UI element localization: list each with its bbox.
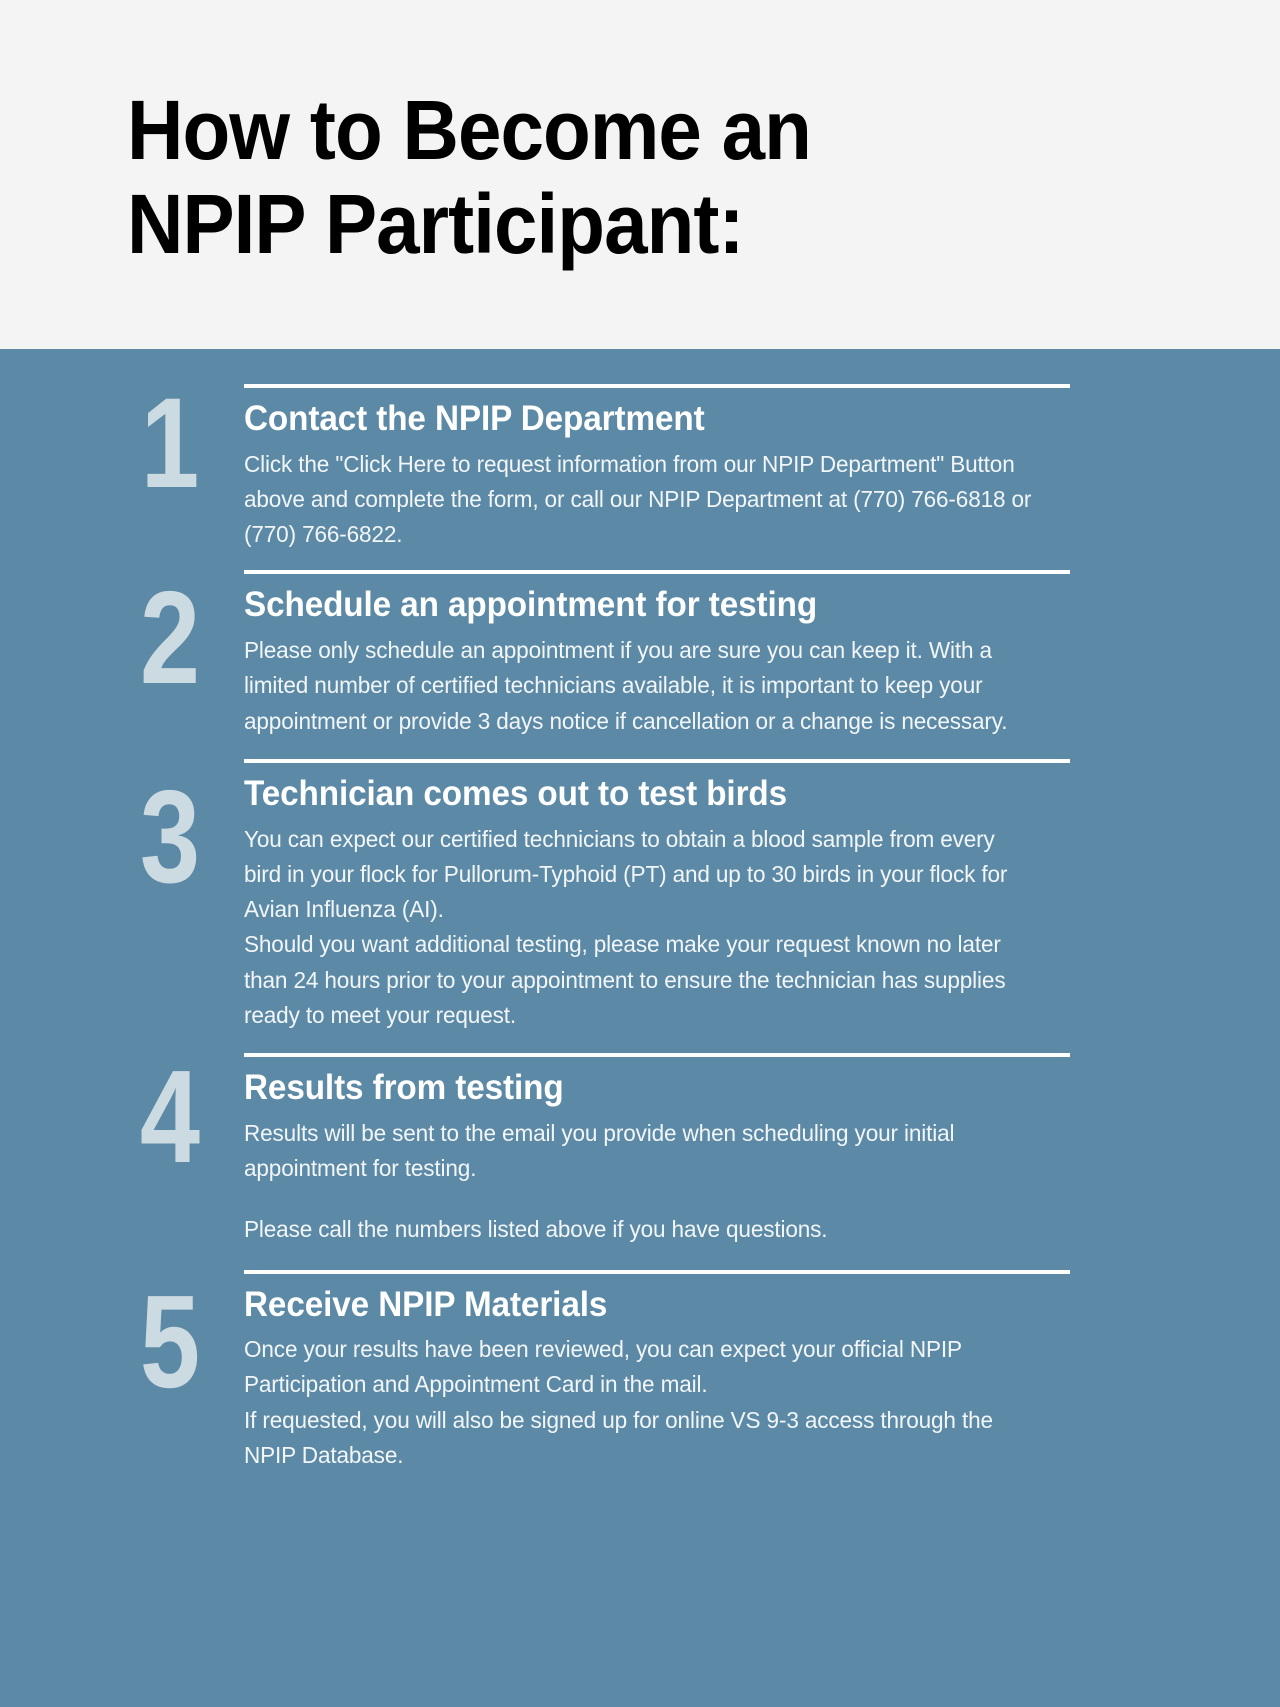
step-text-1 — [244, 447, 1037, 553]
step-paragraph: Once your results have been reviewed, you can expect your official NPIP Participation and Appointment Card in the mail. — [244, 1336, 962, 1398]
step-body-4 — [244, 1043, 1070, 1247]
step-number-2: 2 — [139, 564, 201, 712]
step-item-3 — [0, 749, 1280, 1033]
step-text-2 — [244, 633, 1037, 739]
step-heading-4: Results from testing — [244, 1068, 564, 1108]
step-body-2 — [244, 560, 1070, 738]
step-item-5 — [0, 1260, 1280, 1474]
page-title-line-2: NPIP Participant: — [127, 177, 744, 272]
step-body-5 — [244, 1260, 1070, 1474]
step-divider-4 — [244, 1053, 1070, 1057]
steps-list — [0, 349, 1280, 1473]
step-paragraph: Please call the numbers listed above if you have questions. — [244, 1216, 828, 1243]
step-heading-2: Schedule an appointment for testing — [244, 585, 818, 625]
step-body-1 — [244, 374, 1070, 552]
step-heading-1: Contact the NPIP Department — [244, 399, 705, 438]
step-heading-3: Technician comes out to test birds — [244, 773, 788, 813]
step-item-1 — [0, 374, 1280, 552]
step-item-4 — [0, 1043, 1280, 1247]
step-paragraph: You can expect our certified technicians to obtain a blood sample from every bird in your flock for Pullorum-Typhoid (PT) and up to 30 birds in your flock for Avian Influenza (AI). — [244, 825, 1008, 923]
step-item-2 — [0, 560, 1280, 738]
page-title-line-1: How to Become an — [127, 83, 811, 177]
step-number-3: 3 — [139, 762, 201, 910]
step-divider-5 — [244, 1270, 1070, 1274]
step-paragraph: Please only schedule an appointment if you are sure you can keep it. With a limited number of certified technicians available, it is important to keep your appointment or provide 3 days notice if cancellation or a change is necessary. — [244, 637, 1008, 734]
step-text-4 — [244, 1116, 1037, 1248]
step-divider-2 — [244, 570, 1070, 574]
step-text-3 — [244, 822, 1037, 1034]
step-heading-5: Receive NPIP Materials — [244, 1284, 608, 1324]
step-divider-3 — [244, 759, 1070, 763]
step-paragraph: If requested, you will also be signed up for online VS 9-3 access through the NPIP Database. — [244, 1406, 993, 1468]
step-divider-1 — [244, 384, 1070, 388]
step-paragraph: Should you want additional testing, please make your request known no later than 24 hours prior to your appointment to ensure the technician has supplies ready to meet your request. — [244, 931, 1006, 1028]
step-number-4: 4 — [139, 1043, 201, 1191]
page-title — [127, 83, 1057, 271]
steps-panel — [0, 349, 1280, 1707]
step-number-1: 1 — [140, 372, 200, 515]
step-paragraph: Click the "Click Here to request information from our NPIP Department" Button above and complete the form, or call our NPIP Department at (770) 766-6818 or (770) 766-6822. — [244, 450, 1032, 548]
step-text-5 — [244, 1332, 1037, 1473]
step-body-3 — [244, 749, 1070, 1033]
poster-header — [0, 0, 1280, 349]
step-paragraph: Results will be sent to the email you provide when scheduling your initial appointment for testing. — [244, 1119, 955, 1181]
step-number-5: 5 — [139, 1267, 201, 1415]
